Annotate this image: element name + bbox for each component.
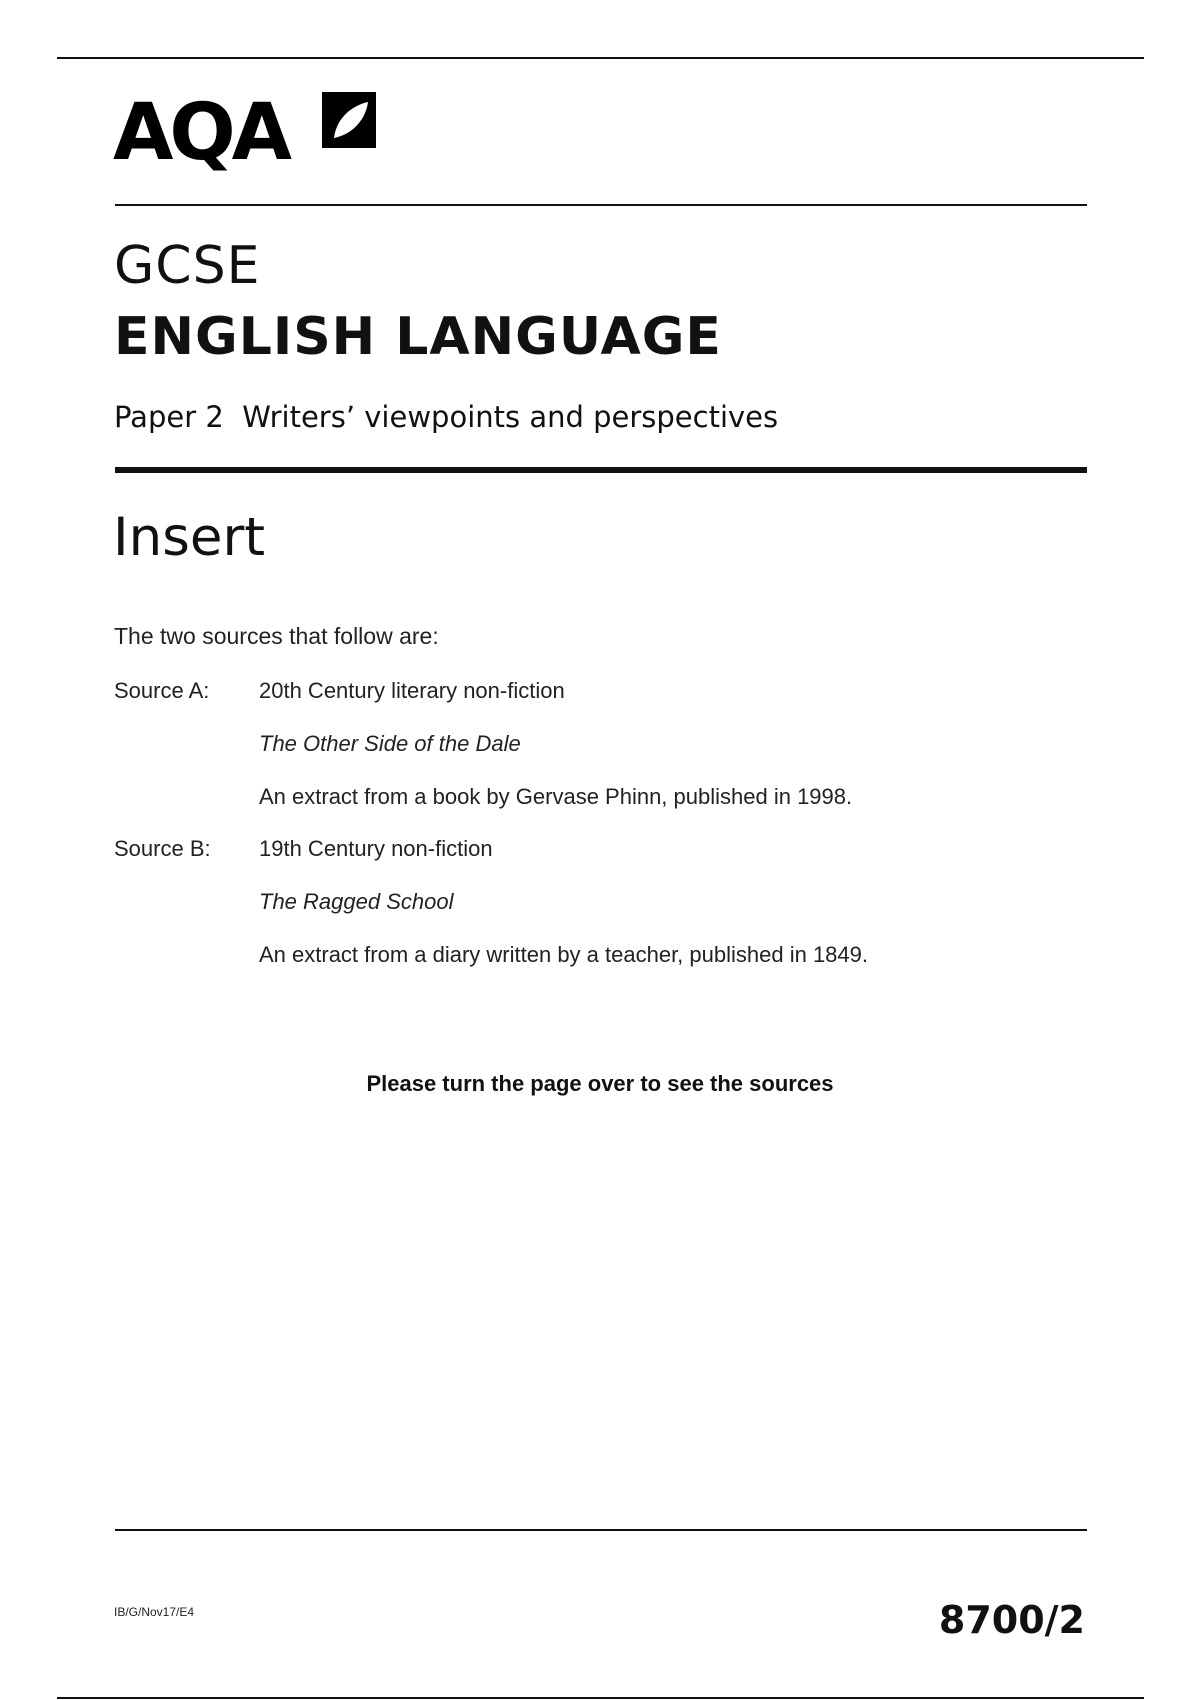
aqa-logo xyxy=(113,88,383,188)
source-b-category: 19th Century non-fiction xyxy=(259,836,493,861)
source-a-label: Source A: xyxy=(114,678,210,703)
source-b-title: The Ragged School xyxy=(259,889,454,914)
turn-page-instruction: Please turn the page over to see the sources xyxy=(366,1071,834,1096)
document-reference: IB/G/Nov17/E4 xyxy=(114,1605,195,1619)
bottom-border-rule xyxy=(57,1697,1144,1699)
leaf-icon xyxy=(320,90,378,150)
subject-title: ENGLISH LANGUAGE xyxy=(114,307,722,367)
source-a-category: 20th Century literary non-fiction xyxy=(259,678,565,703)
top-border-rule xyxy=(57,57,1144,59)
paper-title: Paper 2 Writers’ viewpoints and perspectives xyxy=(114,400,779,434)
paper-code: 8700/2 xyxy=(938,1598,1085,1642)
qualification-title: GCSE xyxy=(114,236,261,296)
source-b-description: An extract from a diary written by a teacher, published in 1849. xyxy=(259,942,868,967)
source-b-label: Source B: xyxy=(114,836,211,861)
intro-text: The two sources that follow are: xyxy=(114,623,439,649)
document-type-title: Insert xyxy=(113,507,266,568)
header-divider xyxy=(115,204,1087,206)
source-a-title: The Other Side of the Dale xyxy=(259,731,521,756)
thick-divider xyxy=(115,467,1087,473)
aqa-logo-text: AQA xyxy=(113,88,289,178)
footer-divider xyxy=(115,1529,1087,1531)
source-a-description: An extract from a book by Gervase Phinn, published in 1998. xyxy=(259,784,853,809)
